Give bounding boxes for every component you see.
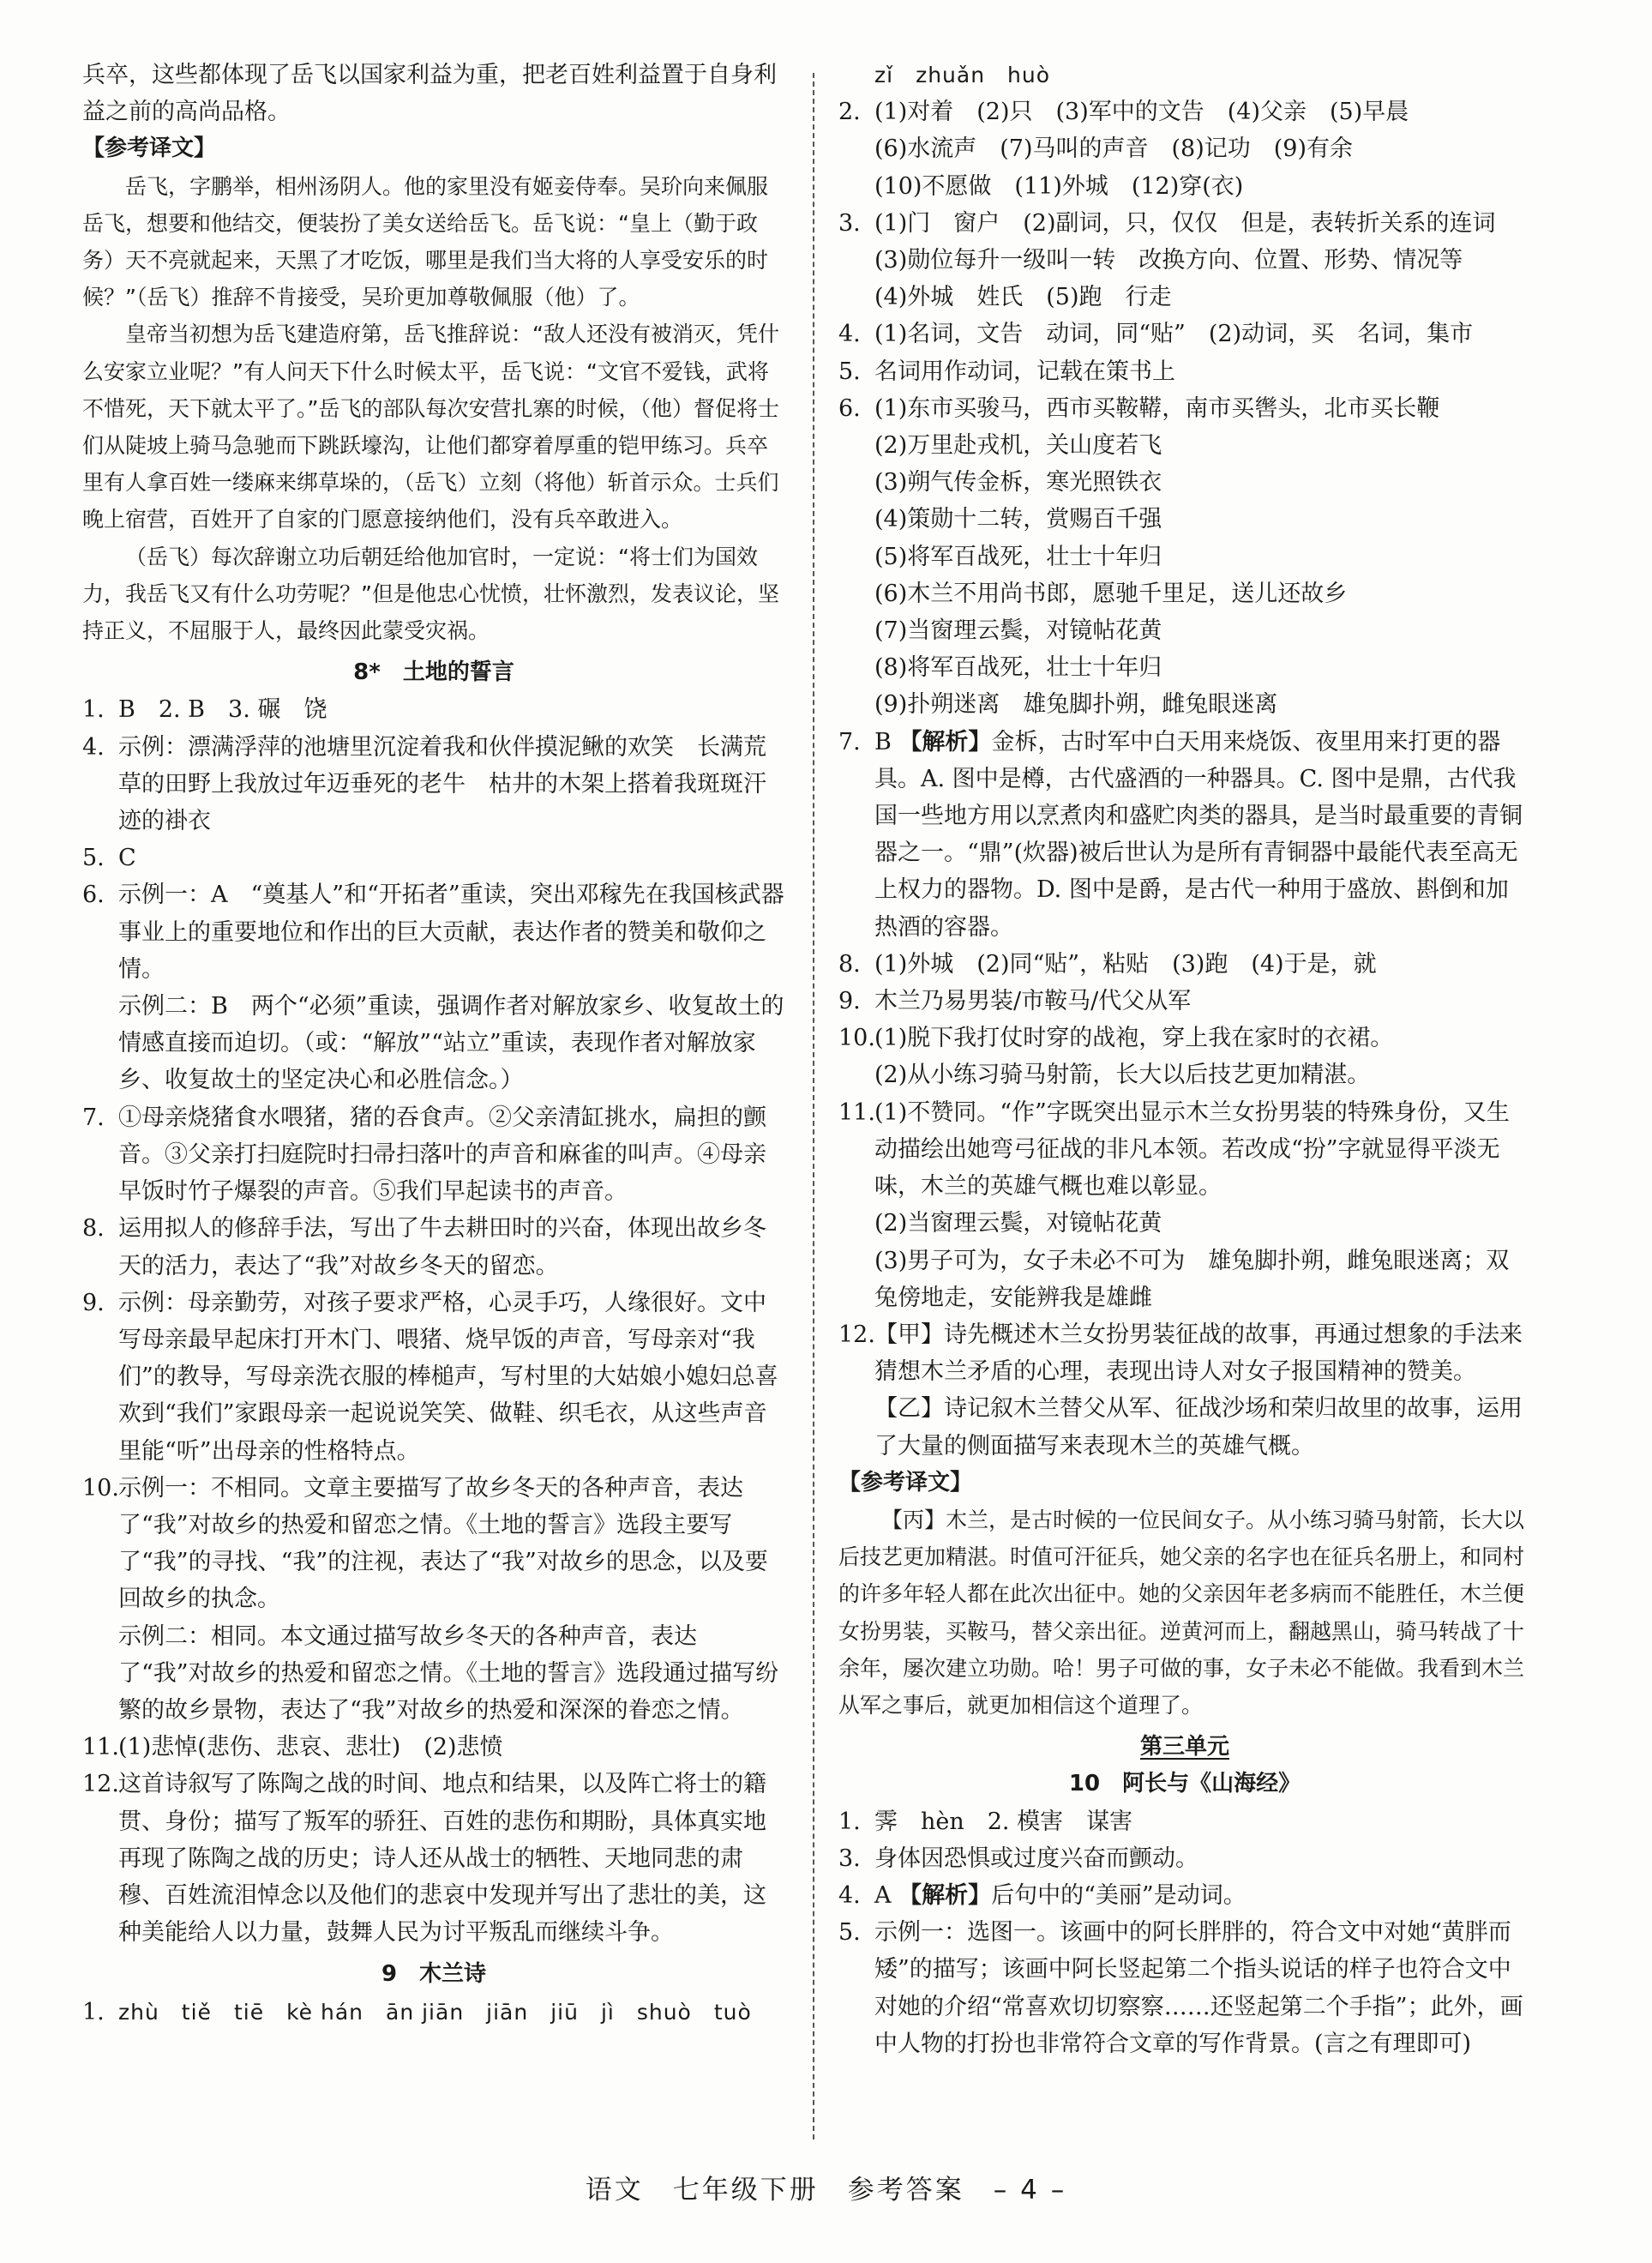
left-column xyxy=(82,57,785,2031)
lesson-10-answers xyxy=(838,1803,1531,1877)
ref-translation-header: 【参考译文】 xyxy=(82,135,217,162)
unit-title xyxy=(838,1729,1531,1766)
analysis-text: 金柝，古时军中白天用来烧饭、夜里用来打更的器具。A. 图中是樽，古代盛酒的一种器具。C. 图中是鼎，古代我国一些地方用以烹煮肉和盛贮肉类的器具，是当时最重要的青铜器之一。“鼎”(炊器)被后世认为是所有青铜器中最能代表至高无上权力的器物。D. 图中是爵，是古代一种用于盛放、斟倒和加热酒的容器。 xyxy=(874,728,1523,941)
answer-number xyxy=(838,1056,874,1093)
answer-text: (1)外城 (2)同“贴”，粘贴 (3)跑 (4)于是，就 xyxy=(874,950,1377,978)
answer-number: 11. xyxy=(838,1098,875,1126)
answer-number xyxy=(838,464,874,501)
answer-text: 运用拟人的修辞手法，写出了牛去耕田时的兴奋，体现出故乡冬天的活力，表达了“我”对故乡冬天的留恋。 xyxy=(118,1215,766,1279)
unit-title-text: 第三单元 xyxy=(1139,1734,1229,1760)
answer-number: 11. xyxy=(82,1734,119,1761)
answer-number: 6. xyxy=(82,882,105,909)
answer-item xyxy=(838,390,1531,427)
lesson-10-title: 10 阿长与《山海经》 xyxy=(1068,1771,1301,1797)
answer-item xyxy=(82,1729,785,1766)
answer-text: 身体因恐惧或过度兴奋而颤动。 xyxy=(874,1845,1198,1872)
answer-text: 【甲】诗先概述木兰女扮男装征战的故事，再通过想象的手法来猜想木兰矛盾的心理，表现出诗人对女子报国精神的赞美。 xyxy=(874,1321,1523,1386)
answer-item xyxy=(82,876,785,988)
answer-item xyxy=(838,983,1531,1020)
ref-translation-paragraph: （岳飞）每次辞谢立功后朝廷给他加官时，一定说：“将士们为国效力，我岳飞又有什么功劳呢？”但是他忠心忧愤，壮怀激烈，发表议论，坚持正义，不屈服于人，最终因此蒙受灾祸。 xyxy=(82,544,779,644)
ref-translation: 【丙】木兰，是古时候的一位民间女子。从小练习骑马射箭，长大以后技艺更加精湛。时值可汗征兵，她父亲的名字也在征兵名册上，和同村的许多年轻人都在此次出征中。她的父亲因年老多病而不能胜任，木兰便女扮男装，买鞍马，替父亲出征。逆黄河而上，翻越黑山，骑马转战了十余年，屡次建立功勋。哈！男子可做的事，女子未必不能做。我看到木兰从军之事后，就更加相信这个道理了。 xyxy=(838,1507,1525,1718)
answer-text: 示例一：选图一。该画中的阿长胖胖的，符合文中对她“黄胖而矮”的描写；该画中阿长竖起第二个指头说话的样子也符合文中对她的介绍“常喜欢切切察察……还竖起第二个手指”；此外，画中人物的打扮也非常符合文章的写作背景。(言之有理即可) xyxy=(874,1919,1523,2057)
answer-item xyxy=(838,1840,1531,1877)
answer-text: (7)当窗理云鬓，对镜帖花黄 xyxy=(874,617,1162,645)
answer-number: 7. xyxy=(82,1104,105,1131)
answer-number: 6. xyxy=(838,394,861,422)
answer-number: 9. xyxy=(838,988,861,1015)
answer-number xyxy=(838,242,874,279)
answer-number xyxy=(838,539,874,575)
answer-item xyxy=(82,1210,785,1284)
answer-number: 1. xyxy=(82,1998,105,2025)
answer-text: (1)东市买骏马，西市买鞍鞯，南市买辔头，北市买长鞭 xyxy=(874,394,1440,422)
answer-text: 名词用作动词，记载在策书上 xyxy=(874,358,1175,385)
answer-number: 1. xyxy=(838,1808,861,1835)
answer-text: (4)外城 姓氏 (5)跑 行走 xyxy=(874,284,1172,311)
answer-item xyxy=(838,353,1531,390)
answer-text: (1)脱下我打仗时穿的战袍，穿上我在家时的衣裙。 xyxy=(874,1025,1394,1052)
right-column xyxy=(838,57,1531,2062)
answer-number: 10. xyxy=(838,1025,875,1052)
analysis-text: 后句中的“美丽”是动词。 xyxy=(991,1881,1247,1909)
answer-text: (6)木兰不用尚书郎，愿驰千里足，送儿还故乡 xyxy=(874,580,1348,607)
answer-text: B 2. B 3. 碾 饶 xyxy=(118,696,327,724)
answer-item xyxy=(838,205,1531,242)
answer-number: 10. xyxy=(82,1474,119,1502)
answer-number xyxy=(838,1390,874,1464)
answer-text: C xyxy=(118,845,136,872)
answer-item xyxy=(838,575,1531,612)
page-footer: 语文 七年级下册 参考答案 – 4 – xyxy=(585,2175,1067,2206)
answer-text: 【乙】诗记叙木兰替父从军、征战沙场和荣归故里的故事，运用了大量的侧面描写来表现木兰的英雄气概。 xyxy=(874,1395,1523,1460)
answer-text: (10)不愿做 (11)外城 (12)穿(衣) xyxy=(874,172,1244,200)
lesson-9-answers-b xyxy=(838,946,1531,1465)
answer-item xyxy=(838,1243,1531,1316)
answer-number: 3. xyxy=(838,1845,861,1872)
answer-item xyxy=(838,130,1531,167)
ref-translation xyxy=(82,168,785,650)
answer-number: 2. xyxy=(838,99,861,126)
answer-item xyxy=(838,1094,1531,1206)
answer-number xyxy=(838,649,874,686)
answer-item xyxy=(82,1994,785,2031)
answer-number: 3. xyxy=(838,209,861,237)
answer-item xyxy=(82,840,785,876)
answer-text: (8)将军百战死，壮士十年归 xyxy=(874,654,1162,682)
answer-text: (1)不赞同。“作”字既突出显示木兰女扮男装的特殊身份，又生动描绘出她弯弓征战的非凡本领。若改成“扮”字就显得平淡无味，木兰的英雄气概也难以彰显。 xyxy=(874,1098,1510,1201)
answer-number xyxy=(838,130,874,167)
answer-number: 5. xyxy=(838,1919,861,1947)
answer-number xyxy=(838,279,874,316)
answer-text: 霁 hèn 2. 模害 谋害 xyxy=(874,1808,1133,1835)
answer-choice: A xyxy=(874,1881,892,1909)
answer-text: ①母亲烧猪食水喂猪，猪的吞食声。②父亲清缸挑水，扁担的颤音。③父亲打扫庭院时扫帚扫落叶的声音和麻雀的叫声。④母亲早饭时竹子爆裂的声音。⑤我们早起读书的声音。 xyxy=(118,1104,766,1206)
answer-item xyxy=(838,316,1531,352)
answer-item xyxy=(838,1056,1531,1093)
answer-text: 木兰乃易男装/市鞍马/代父从军 xyxy=(874,988,1192,1015)
answer-item xyxy=(82,1766,785,1951)
answer-text: 示例：母亲勤劳，对孩子要求严格，心灵手巧，人缘很好。文中写母亲最早起床打开木门、喂猪、烧早饭的声音，写母亲对“我们”的教导，写母亲洗衣服的棒槌声，写村里的大姑娘小媳妇总喜欢到“我们”家跟母亲一起说说笑笑、做鞋、织毛衣，从这些声音里能“听”出母亲的性格特点。 xyxy=(118,1289,778,1465)
pinyin-answer: zhù tiě tiē kè hán ān jiān jiān jiū jì shuò tuò xyxy=(118,1999,752,2025)
answer-text: (2)当窗理云鬓，对镜帖花黄 xyxy=(874,1210,1162,1237)
answer-item xyxy=(82,729,785,840)
answer-item xyxy=(838,1316,1531,1390)
answer-text: 示例一：A “奠基人”和“开拓者”重读，突出邓稼先在我国核武器事业上的重要地位和作出的巨大贡献，表达作者的赞美和敬仰之情。 xyxy=(118,882,784,983)
answer-item xyxy=(838,724,1531,946)
answer-item xyxy=(838,93,1531,130)
answer-text: (2)从小练习骑马射箭，长大以后技艺更加精湛。 xyxy=(874,1062,1371,1089)
answer-number xyxy=(838,1205,874,1242)
answer-item xyxy=(838,1914,1531,2062)
answer-item xyxy=(82,1099,785,1211)
answer-text: (6)水流声 (7)马叫的声音 (8)记功 (9)有余 xyxy=(874,135,1353,163)
answer-item xyxy=(838,1803,1531,1840)
answer-number: 4. xyxy=(838,321,861,348)
answer-item xyxy=(838,1205,1531,1242)
answer-number: 1. xyxy=(82,696,105,724)
answer-text: (4)策勋十二转，赏赐百千强 xyxy=(874,506,1162,533)
answer-item xyxy=(838,279,1531,316)
answer-item xyxy=(838,168,1531,205)
answer-text: 这首诗叙写了陈陶之战的时间、地点和结果，以及阵亡将士的籍贯、身份；描写了叛军的骄狂、百姓的悲伤和期盼，具体真实地再现了陈陶之战的历史；诗人还从战士的牺牲、天地同悲的肃穆、百姓流泪悼念以及他们的悲哀中发现并写出了悲壮的美，这种美能给人以力量，鼓舞人民为讨平叛乱而继续斗争。 xyxy=(118,1771,766,1947)
answer-text: (5)将军百战死，壮士十年归 xyxy=(874,543,1162,570)
answer-choice: B xyxy=(874,728,892,755)
answer-number xyxy=(838,501,874,538)
answer-item xyxy=(838,464,1531,501)
answer-text: 示例：漂满浮萍的池塘里沉淀着我和伙伴摸泥鳅的欢笑 长满荒草的田野上我放过年迈垂死的老牛 枯井的木架上搭着我斑斑汗迹的褂衣 xyxy=(118,733,766,835)
ref-translation-paragraph: 皇帝当初想为岳飞建造府第，岳飞推辞说：“敌人还没有被消灭，凭什么安家立业呢？”有人问天下什么时候太平，岳飞说：“文官不爱钱，武将不惜死，天下就太平了。”岳飞的部队每次安营扎寨的时候，（他）督促将士们从陡坡上骑马急驰而下跳跃壕沟，让他们都穿着厚重的铠甲练习。兵卒里有人拿百姓一缕麻来绑草垛的，（岳飞）立刻（将他）斩首示众。士兵们晚上宿营，百姓开了自家的门愿意接纳他们，没有兵卒敢进入。 xyxy=(82,322,779,533)
answer-item xyxy=(838,686,1531,723)
answer-text: 示例二：相同。本文通过描写故乡冬天的各种声音，表达了“我”对故乡的热爱和留恋之情。《土地的誓言》选段通过描写纷繁的故乡景物，表达了“我”对故乡的热爱和深深的眷恋之情。 xyxy=(118,1622,779,1724)
answer-number xyxy=(838,612,874,649)
answer-text: (1)名词，文告 动词，同“贴” (2)动词，买 名词，集市 xyxy=(874,321,1474,348)
answer-number: 5. xyxy=(82,845,105,872)
analysis-tag: 【解析】 xyxy=(898,728,992,755)
lesson-8-title: 8* 土地的誓言 xyxy=(353,659,514,686)
answer-item xyxy=(838,242,1531,279)
answer-item xyxy=(82,691,785,728)
answer-number: 4. xyxy=(82,733,105,761)
pinyin-answer-cont: zǐ zhuǎn huò xyxy=(874,63,1051,87)
answer-item xyxy=(838,539,1531,575)
answer-item xyxy=(838,612,1531,649)
answer-item xyxy=(838,1390,1531,1464)
lesson-9-answers-a xyxy=(838,93,1531,723)
ref-translation-paragraph: 岳飞，字鹏举，相州汤阴人。他的家里没有姬妾侍奉。吴玠向来佩服岳飞，想要和他结交，便装扮了美女送给岳飞。岳飞说：“皇上（勤于政务）天不亮就起来，天黑了才吃饭，哪里是我们当大将的人享受安乐的时候？”（岳飞）推辞不肯接受，吴玠更加尊敬佩服（他）了。 xyxy=(82,173,769,310)
answer-text: (3)朔气传金柝，寒光照铁衣 xyxy=(874,469,1162,497)
answer-item xyxy=(838,501,1531,538)
answer-number: 5. xyxy=(838,358,861,385)
answer-text: 示例一：不相同。文章主要描写了故乡冬天的各种声音，表达了“我”对故乡的热爱和留恋之情。《土地的誓言》选段主要写了“我”的寻找、“我”的注视，表达了“我”对故乡的思念，以及要回故乡的执念。 xyxy=(118,1474,768,1613)
answer-item xyxy=(838,1020,1531,1056)
answer-item xyxy=(82,1618,785,1730)
answer-number xyxy=(838,168,874,205)
answer-number: 8. xyxy=(82,1215,105,1243)
answer-number: 9. xyxy=(82,1289,105,1316)
answer-number xyxy=(838,575,874,612)
lesson-9-title: 9 木兰诗 xyxy=(381,1961,487,1988)
answer-number: 7. xyxy=(838,728,861,755)
analysis-tag: 【解析】 xyxy=(898,1881,992,1909)
answer-number: 12. xyxy=(82,1771,119,1798)
answer-text: (3)男子可为，女子未必不可为 雄兔脚扑朔，雌兔眼迷离；双兔傍地走，安能辨我是雄雌 xyxy=(874,1247,1510,1311)
answer-item xyxy=(838,1877,1531,1914)
lesson-8-answers xyxy=(82,691,785,1951)
answer-text: (3)勋位每升一级叫一转 改换方向、位置、形势、情况等 xyxy=(874,247,1463,274)
answer-number xyxy=(838,1243,874,1316)
column-divider xyxy=(813,73,814,2140)
answer-number xyxy=(82,1618,118,1730)
answer-text: (2)万里赴戎机，关山度若飞 xyxy=(874,432,1162,460)
answer-number xyxy=(838,686,874,723)
answer-item xyxy=(82,1470,785,1618)
answer-number: 12. xyxy=(838,1321,875,1348)
answer-number xyxy=(82,988,118,1099)
answer-text: 示例二：B 两个“必须”重读，强调作者对解放家乡、收复故土的情感直接而迫切。（或：“解放”“站立”重读，表现作者对解放家乡、收复故土的坚定决心和必胜信念。） xyxy=(118,993,784,1094)
answer-item xyxy=(838,649,1531,686)
answer-text: (9)扑朔迷离 雄兔脚扑朔，雌兔眼迷离 xyxy=(874,691,1278,719)
answer-item xyxy=(838,946,1531,983)
answer-text: (1)对着 (2)只 (3)军中的文告 (4)父亲 (5)早晨 xyxy=(874,99,1409,126)
answer-number: 4. xyxy=(838,1881,861,1909)
answer-number: 8. xyxy=(838,950,861,978)
answer-text: (1)悲悼(悲伤、悲哀、悲壮) (2)悲愤 xyxy=(118,1734,503,1761)
answer-item xyxy=(82,988,785,1099)
answer-item xyxy=(838,427,1531,464)
ref-translation-header: 【参考译文】 xyxy=(838,1469,973,1496)
answer-number xyxy=(838,427,874,464)
answer-text: (1)门 窗户 (2)副词，只，仅仅 但是，表转折关系的连词 xyxy=(874,209,1496,237)
answer-item xyxy=(82,1285,785,1470)
paragraph: 兵卒，这些都体现了岳飞以国家利益为重，把老百姓利益置于自身利益之前的高尚品格。 xyxy=(82,62,777,126)
